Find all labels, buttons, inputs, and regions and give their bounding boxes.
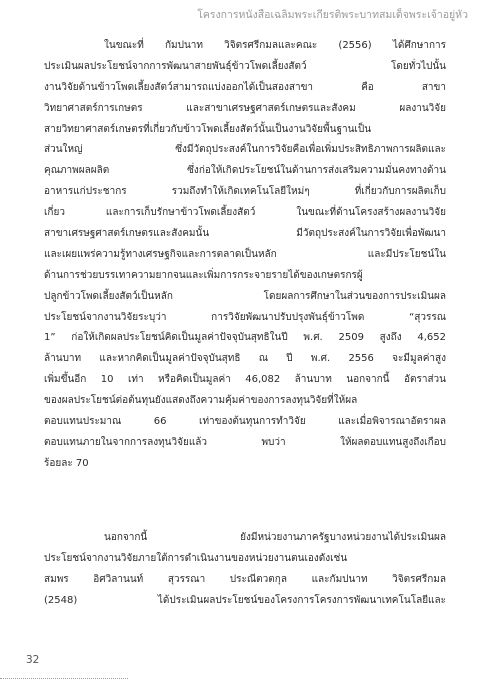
text-line: คุณภาพผลผลิต ซึ่งก่อให้เกิดประโยชน์ในด้านการส่งเสริมความมั่นคงทางด้าน bbox=[44, 165, 446, 177]
text-line: เพิ่มขึ้นอีก 10 เท่า หรือคิดเป็นมูลค่า 46,082 ล้านบาท นอกจากนี้ อัตราส่วน bbox=[44, 374, 446, 386]
text-line: สมพร อิศวิลานนท์ สุวรรณา ประณีตวตกุล และกัมปนาท วิจิตรศรีกมล bbox=[44, 573, 446, 585]
text-line: สายวิทยาศาสตร์เกษตรที่เกี่ยวกับข้าวโพดเลี้ยงสัตว์นั้นเป็นงานวิจัยพื้นฐานเป็น bbox=[44, 123, 372, 135]
paragraph-2 bbox=[44, 528, 446, 612]
text-line: เกี่ยว และการเก็บรักษาข้าวโพดเลี้ยงสัตว์ ในขณะที่ด้านโครงสร้างผลงานวิจัย bbox=[44, 207, 446, 219]
text-line: ด้านการช่วยบรรเทาความยากจนและเพิ่มการกระจายรายได้ของเกษตรกรผู้ bbox=[44, 269, 363, 281]
text-line: ร้อยละ 70 bbox=[44, 457, 89, 469]
text-line: อาหารแก่ประชากร รวมถึงทำให้เกิดเทคโนโลยีใหม่ๆ ที่เกี่ยวกับการผลิตเก็บ bbox=[44, 186, 446, 198]
paragraph-1 bbox=[44, 36, 446, 475]
text-line: ประเมินผลประโยชน์จากการพัฒนาสายพันธุ์ข้าวโพดเลี้ยงสัตว์ โดยทั่วไปนั้น bbox=[44, 60, 446, 72]
text-line: (2548) ได้ประเมินผลประโยชน์ของโครงการโครงการพัฒนาเทคโนโลยีและ bbox=[44, 594, 446, 606]
text-line: วิทยาศาสตร์การเกษตร และสาขาเศรษฐศาสตร์เกษตรและสังคม ผลงานวิจัย bbox=[44, 102, 446, 114]
text-line: นอกจากนี้ ยังมีหน่วยงานภาครัฐบางหน่วยงานได้ประเมินผล bbox=[104, 532, 446, 543]
text-line: 1” ก่อให้เกิดผลประโยชน์คิดเป็นมูลค่าปัจจุบันสุทธิในปี พ.ศ. 2509 สูงถึง 4,652 bbox=[44, 332, 446, 344]
text-line: และเผยแพร่ความรู้ทางเศรษฐกิจและการตลาดเป็นหลัก และมีประโยชน์ใน bbox=[44, 248, 446, 260]
text-line: ตอบแทนภายในจากการลงทุนวิจัยแล้ว พบว่า ให้ผลตอบแทนสูงถึงเกือบ bbox=[44, 436, 446, 448]
text-line: ของผลประโยชน์ต่อต้นทุนยังแสดงถึงความคุ้มค่าของการลงทุนวิจัยที่ให้ผล bbox=[44, 395, 358, 407]
text-line: ปลูกข้าวโพดเลี้ยงสัตว์เป็นหลัก โดยผลการศึกษาในส่วนของการประเมินผล bbox=[44, 290, 446, 302]
text-line: ในขณะที่ กัมปนาท วิจิตรศรีกมลและคณะ (2556) ได้ศึกษาการ bbox=[104, 40, 446, 51]
text-line: ส่วนใหญ่ ซึ่งมีวัตถุประสงค์ในการวิจัยคือเพื่อเพิ่มประสิทธิภาพการผลิตและ bbox=[44, 144, 446, 156]
page-number: 32 bbox=[26, 654, 40, 666]
text-line: ประโยชน์จากงานวิจัยระบุว่า การวิจัยพัฒนาปรับปรุงพันธุ์ข้าวโพด “สุวรรณ bbox=[44, 311, 446, 323]
text-line: งานวิจัยด้านข้าวโพดเลี้ยงสัตว์สามารถแบ่งออกได้เป็นสองสาขา คือ สาขา bbox=[44, 81, 446, 93]
text-line: ประโยชน์จากงานวิจัยภายใต้การดำเนินงานของหน่วยงานตนเองดังเช่น bbox=[44, 552, 348, 564]
text-line: ตอบแทนประมาณ 66 เท่าของต้นทุนการทำวิจัย และเมื่อพิจารณาอัตราผล bbox=[44, 416, 446, 428]
text-line: สาขาเศรษฐศาสตร์เกษตรและสังคมนั้น มีวัตถุประสงค์ในการวิจัยเพื่อพัฒนา bbox=[44, 228, 446, 240]
text-line: ล้านบาท และหากคิดเป็นมูลค่าปัจจุบันสุทธิ ณ ปี พ.ศ. 2556 จะมีมูลค่าสูง bbox=[44, 353, 446, 365]
running-header: โครงการหนังสือเฉลิมพระเกียรติพระบาทสมเด็จพระเจ้าอยู่หัว bbox=[197, 9, 468, 21]
footer-divider bbox=[0, 678, 128, 679]
